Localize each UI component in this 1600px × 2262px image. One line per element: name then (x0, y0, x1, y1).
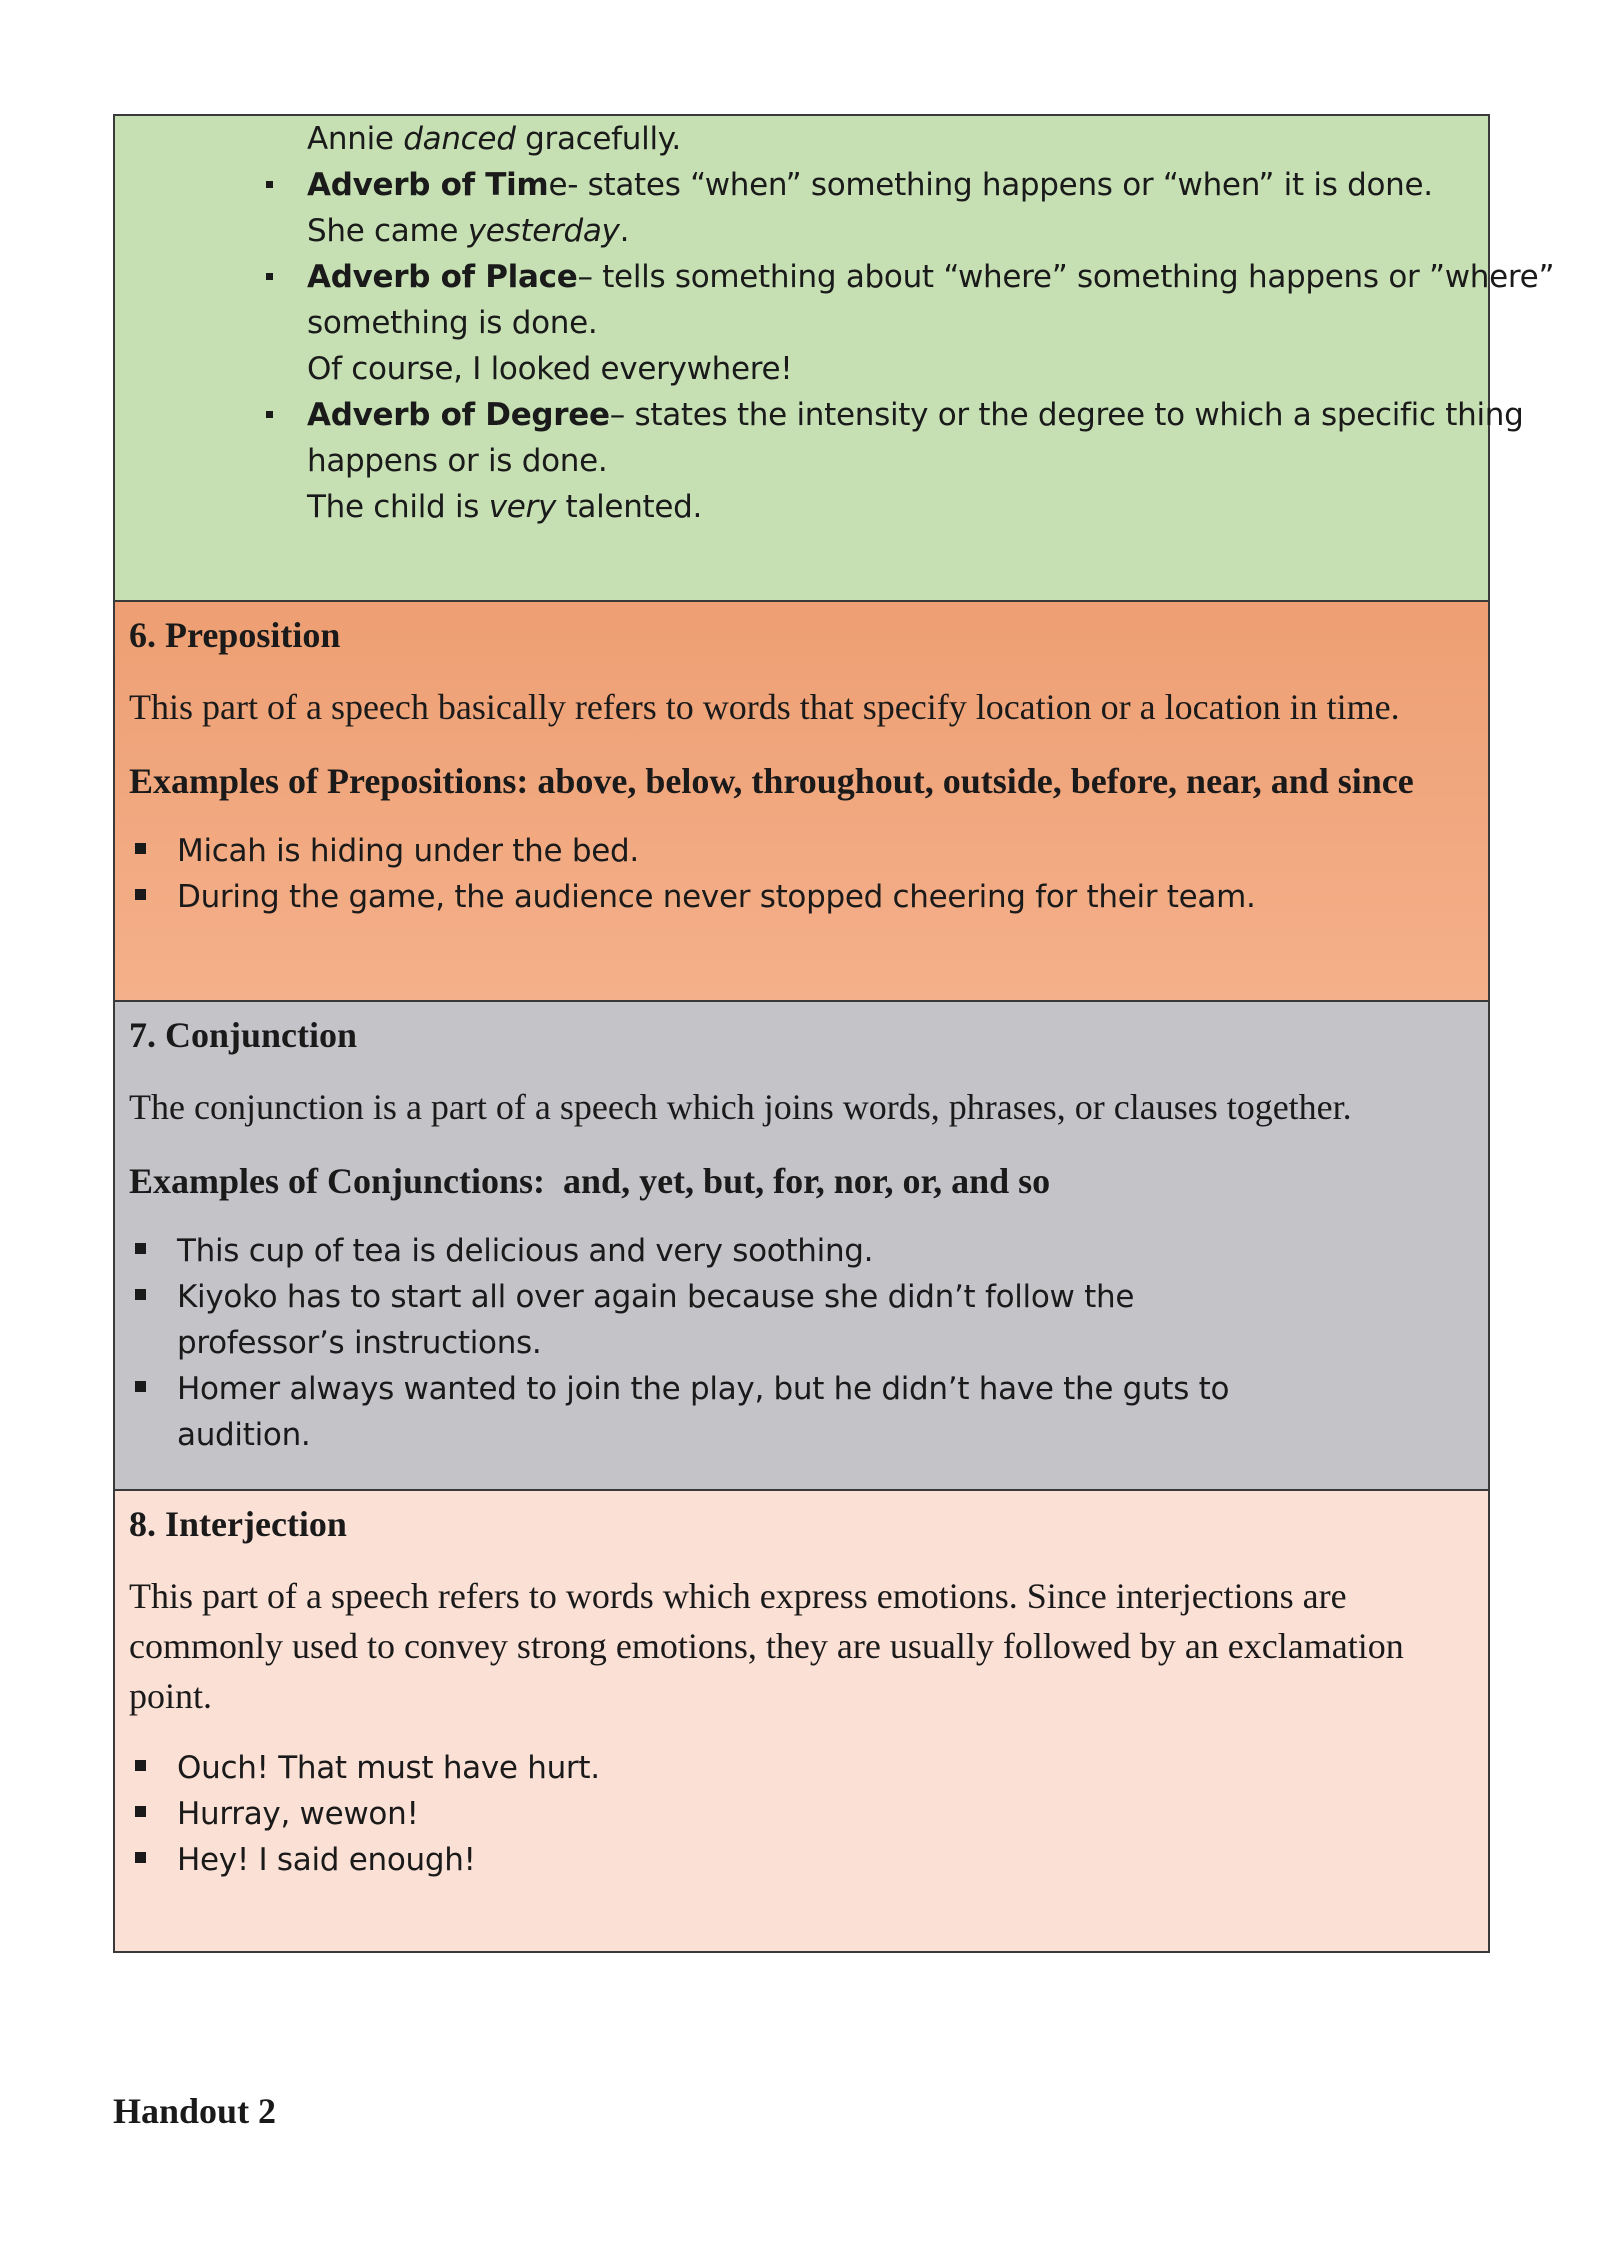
adverb-time-example: She came yesterday. (307, 213, 630, 249)
bullet-icon (135, 1760, 146, 1771)
adverb-place-item: Adverb of Place– tells something about “where” something happens or ”where” (194, 254, 1464, 300)
section-description: This part of a speech refers to words which express emotions. Since interjections are commonly used to convey strong emotions, they are usually followed by an exclamation point. (129, 1576, 1404, 1716)
list-item: Homer always wanted to join the play, but he didn’t have the guts to audition. (129, 1366, 1309, 1458)
list-item: Kiyoko has to start all over again because she didn’t follow the professor’s instructions. (129, 1274, 1309, 1366)
list-item: Hurray, wewon! (129, 1791, 1474, 1837)
section-description: This part of a speech basically refers to words that specify location or a location in time. (129, 687, 1400, 727)
list-item: During the game, the audience never stopped cheering for their team. (129, 874, 1474, 920)
adverb-manner-example: Annie danced gracefully. (307, 121, 681, 157)
section-title: 6. Preposition (129, 615, 341, 655)
adverb-place-desc-cont: something is done. (307, 305, 598, 341)
conjunction-section (115, 1000, 1488, 1489)
handout-label: Handout 2 (113, 2091, 277, 2131)
parts-of-speech-table (113, 114, 1555, 1953)
bullet-icon (266, 181, 273, 188)
adverb-degree-item: Adverb of Degree– states the intensity or the degree to which a specific thing (194, 392, 1464, 438)
bullet-icon (135, 1243, 146, 1254)
example-list (129, 828, 1474, 920)
section-title: 7. Conjunction (129, 1015, 358, 1055)
bullet-icon (135, 843, 146, 854)
example-list (129, 1745, 1474, 1883)
examples-heading: Examples of Conjunctions: and, yet, but, for, nor, or, and so (129, 1161, 1051, 1201)
bullet-icon (135, 1289, 146, 1300)
bullet-icon (135, 1381, 146, 1392)
interjection-section (115, 1489, 1488, 1951)
adverb-list (194, 116, 1555, 530)
list-item: Ouch! That must have hurt. (129, 1745, 1474, 1791)
section-title: 8. Interjection (129, 1504, 347, 1544)
list-item: This cup of tea is delicious and very soothing. (129, 1228, 1309, 1274)
adverb-section (115, 116, 1555, 600)
list-item: Hey! I said enough! (129, 1837, 1474, 1883)
bullet-icon (266, 273, 273, 280)
section-description: The conjunction is a part of a speech which joins words, phrases, or clauses together. (129, 1087, 1352, 1127)
bullet-icon (266, 411, 273, 418)
adverb-degree-desc-cont: happens or is done. (307, 443, 608, 479)
bullet-icon (135, 889, 146, 900)
example-list (129, 1228, 1309, 1458)
bullet-icon (135, 1806, 146, 1817)
preposition-section (115, 600, 1488, 1000)
bullet-icon (135, 1852, 146, 1863)
adverb-time-item: Adverb of Time- states “when” something happens or “when” it is done. (194, 162, 1464, 208)
adverb-degree-example: The child is very talented. (307, 489, 703, 525)
list-item: Micah is hiding under the bed. (129, 828, 1474, 874)
adverb-place-example: Of course, I looked everywhere! (307, 351, 793, 387)
examples-heading: Examples of Prepositions: above, below, throughout, outside, before, near, and since (129, 761, 1414, 801)
